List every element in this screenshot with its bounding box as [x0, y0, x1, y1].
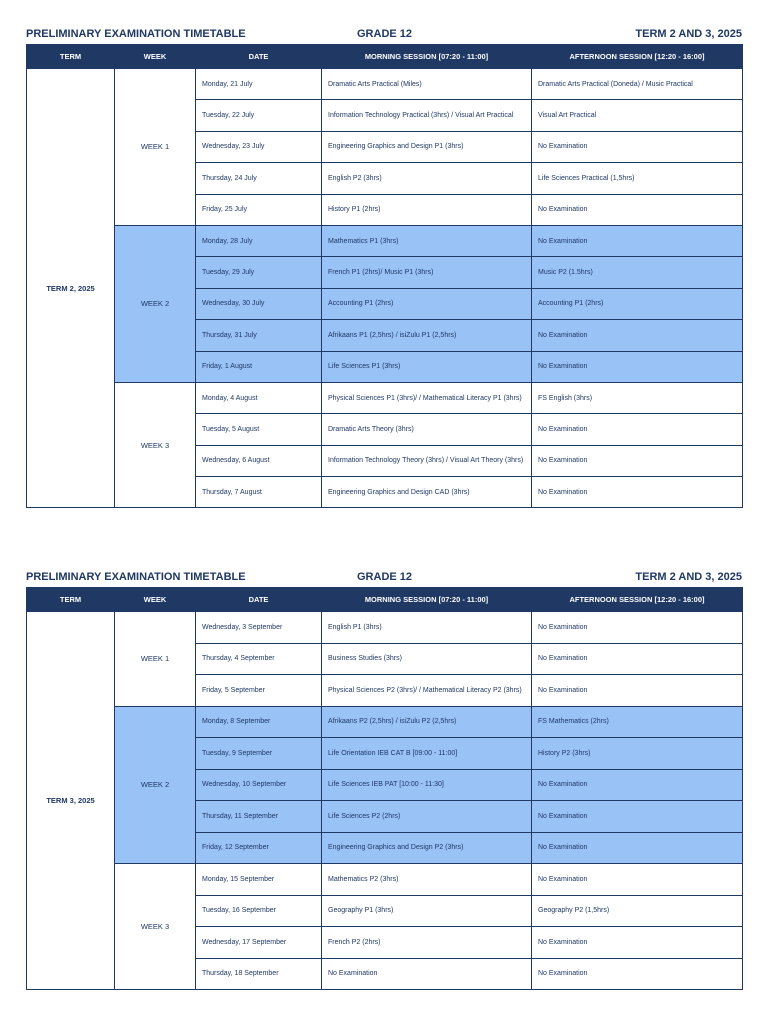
- afternoon-session-cell: No Examination: [532, 832, 743, 864]
- morning-session-cell: Life Sciences P2 (2hrs): [322, 801, 532, 833]
- afternoon-session-cell: No Examination: [532, 958, 743, 990]
- col-morning-session: MORNING SESSION [07:20 - 11:00]: [322, 588, 532, 612]
- timetable-table: [26, 587, 743, 990]
- date-cell: Tuesday, 16 September: [196, 895, 322, 927]
- table-row: [27, 706, 743, 738]
- morning-session-cell: Dramatic Arts Practical (Miles): [322, 69, 532, 100]
- morning-session-cell: Engineering Graphics and Design CAD (3hrs): [322, 477, 532, 508]
- table-row: [27, 225, 743, 256]
- date-cell: Tuesday, 9 September: [196, 738, 322, 770]
- date-cell: Wednesday, 17 September: [196, 927, 322, 959]
- col-week: WEEK: [115, 45, 196, 69]
- afternoon-session-cell: Accounting P1 (2hrs): [532, 288, 743, 319]
- afternoon-session-cell: No Examination: [532, 864, 743, 896]
- week-cell: WEEK 3: [115, 382, 196, 508]
- date-cell: Thursday, 4 September: [196, 643, 322, 675]
- afternoon-session-cell: No Examination: [532, 675, 743, 707]
- morning-session-cell: Life Orientation IEB CAT B [09:00 - 11:00]: [322, 738, 532, 770]
- col-week: WEEK: [115, 588, 196, 612]
- col-afternoon-session: AFTERNOON SESSION [12:20 - 16:00]: [532, 45, 743, 69]
- afternoon-session-cell: No Examination: [532, 643, 743, 675]
- morning-session-cell: Mathematics P1 (3hrs): [322, 225, 532, 256]
- col-term: TERM: [27, 588, 115, 612]
- timetable-title: PRELIMINARY EXAMINATION TIMETABLE: [26, 28, 246, 40]
- date-cell: Friday, 1 August: [196, 351, 322, 382]
- date-cell: Wednesday, 10 September: [196, 769, 322, 801]
- week-cell: WEEK 2: [115, 225, 196, 382]
- afternoon-session-cell: No Examination: [532, 351, 743, 382]
- table-header-row: [27, 588, 743, 612]
- timetable-header: [26, 24, 742, 44]
- afternoon-session-cell: No Examination: [532, 320, 743, 351]
- morning-session-cell: Mathematics P2 (3hrs): [322, 864, 532, 896]
- table-header-row: [27, 45, 743, 69]
- morning-session-cell: Afrikaans P1 (2,5hrs) / isiZulu P1 (2,5hrs): [322, 320, 532, 351]
- timetable-header: [26, 567, 742, 587]
- afternoon-session-cell: No Examination: [532, 477, 743, 508]
- morning-session-cell: No Examination: [322, 958, 532, 990]
- morning-session-cell: Information Technology Practical (3hrs) / Visual Art Practical: [322, 100, 532, 131]
- grade-label: GRADE 12: [357, 28, 413, 40]
- date-cell: Thursday, 24 July: [196, 163, 322, 194]
- week-cell: WEEK 3: [115, 864, 196, 990]
- col-term: TERM: [27, 45, 115, 69]
- afternoon-session-cell: No Examination: [532, 225, 743, 256]
- table-row: [27, 612, 743, 644]
- timetable-section-term-2: [26, 24, 742, 508]
- date-cell: Monday, 21 July: [196, 69, 322, 100]
- afternoon-session-cell: History P2 (3hrs): [532, 738, 743, 770]
- afternoon-session-cell: Life Sciences Practical (1,5hrs): [532, 163, 743, 194]
- term-range-label: TERM 2 AND 3, 2025: [635, 571, 742, 583]
- date-cell: Thursday, 11 September: [196, 801, 322, 833]
- term-range-label: TERM 2 AND 3, 2025: [635, 28, 742, 40]
- date-cell: Wednesday, 6 August: [196, 445, 322, 476]
- date-cell: Wednesday, 3 September: [196, 612, 322, 644]
- morning-session-cell: Dramatic Arts Theory (3hrs): [322, 414, 532, 445]
- date-cell: Monday, 4 August: [196, 382, 322, 413]
- timetable-section-term-3: [26, 567, 742, 990]
- date-cell: Friday, 12 September: [196, 832, 322, 864]
- afternoon-session-cell: No Examination: [532, 414, 743, 445]
- date-cell: Friday, 25 July: [196, 194, 322, 225]
- timetable-title: PRELIMINARY EXAMINATION TIMETABLE: [26, 571, 246, 583]
- grade-label: GRADE 12: [357, 571, 413, 583]
- date-cell: Tuesday, 5 August: [196, 414, 322, 445]
- col-afternoon-session: AFTERNOON SESSION [12:20 - 16:00]: [532, 588, 743, 612]
- afternoon-session-cell: No Examination: [532, 194, 743, 225]
- table-row: [27, 69, 743, 100]
- afternoon-session-cell: No Examination: [532, 927, 743, 959]
- week-cell: WEEK 1: [115, 69, 196, 226]
- afternoon-session-cell: No Examination: [532, 131, 743, 162]
- afternoon-session-cell: No Examination: [532, 612, 743, 644]
- date-cell: Wednesday, 23 July: [196, 131, 322, 162]
- date-cell: Thursday, 7 August: [196, 477, 322, 508]
- morning-session-cell: Information Technology Theory (3hrs) / Visual Art Theory (3hrs): [322, 445, 532, 476]
- table-row: [27, 382, 743, 413]
- afternoon-session-cell: Geography P2 (1,5hrs): [532, 895, 743, 927]
- morning-session-cell: Physical Sciences P1 (3hrs)/ / Mathematical Literacy P1 (3hrs): [322, 382, 532, 413]
- date-cell: Tuesday, 22 July: [196, 100, 322, 131]
- morning-session-cell: French P2 (2hrs): [322, 927, 532, 959]
- morning-session-cell: French P1 (2hrs)/ Music P1 (3hrs): [322, 257, 532, 288]
- afternoon-session-cell: Dramatic Arts Practical (Doneda) / Music Practical: [532, 69, 743, 100]
- morning-session-cell: English P2 (3hrs): [322, 163, 532, 194]
- date-cell: Monday, 8 September: [196, 706, 322, 738]
- morning-session-cell: Engineering Graphics and Design P2 (3hrs): [322, 832, 532, 864]
- col-date: DATE: [196, 45, 322, 69]
- date-cell: Tuesday, 29 July: [196, 257, 322, 288]
- morning-session-cell: Geography P1 (3hrs): [322, 895, 532, 927]
- afternoon-session-cell: Music P2 (1.5hrs): [532, 257, 743, 288]
- afternoon-session-cell: FS Mathematics (2hrs): [532, 706, 743, 738]
- afternoon-session-cell: No Examination: [532, 801, 743, 833]
- morning-session-cell: Accounting P1 (2hrs): [322, 288, 532, 319]
- col-date: DATE: [196, 588, 322, 612]
- morning-session-cell: History P1 (2hrs): [322, 194, 532, 225]
- morning-session-cell: Life Sciences P1 (3hrs): [322, 351, 532, 382]
- morning-session-cell: Business Studies (3hrs): [322, 643, 532, 675]
- date-cell: Wednesday, 30 July: [196, 288, 322, 319]
- timetable-table: [26, 44, 743, 508]
- table-row: [27, 864, 743, 896]
- term-cell: TERM 3, 2025: [27, 612, 115, 990]
- morning-session-cell: Life Sciences IEB PAT [10:00 - 11:30]: [322, 769, 532, 801]
- term-cell: TERM 2, 2025: [27, 69, 115, 508]
- afternoon-session-cell: FS English (3hrs): [532, 382, 743, 413]
- afternoon-session-cell: No Examination: [532, 445, 743, 476]
- week-cell: WEEK 1: [115, 612, 196, 707]
- date-cell: Thursday, 18 September: [196, 958, 322, 990]
- week-cell: WEEK 2: [115, 706, 196, 864]
- morning-session-cell: Physical Sciences P2 (3hrs)/ / Mathematical Literacy P2 (3hrs): [322, 675, 532, 707]
- date-cell: Monday, 28 July: [196, 225, 322, 256]
- date-cell: Thursday, 31 July: [196, 320, 322, 351]
- morning-session-cell: Engineering Graphics and Design P1 (3hrs): [322, 131, 532, 162]
- col-morning-session: MORNING SESSION [07:20 - 11:00]: [322, 45, 532, 69]
- date-cell: Monday, 15 September: [196, 864, 322, 896]
- afternoon-session-cell: Visual Art Practical: [532, 100, 743, 131]
- morning-session-cell: English P1 (3hrs): [322, 612, 532, 644]
- morning-session-cell: Afrikaans P2 (2,5hrs) / isiZulu P2 (2,5hrs): [322, 706, 532, 738]
- afternoon-session-cell: No Examination: [532, 769, 743, 801]
- date-cell: Friday, 5 September: [196, 675, 322, 707]
